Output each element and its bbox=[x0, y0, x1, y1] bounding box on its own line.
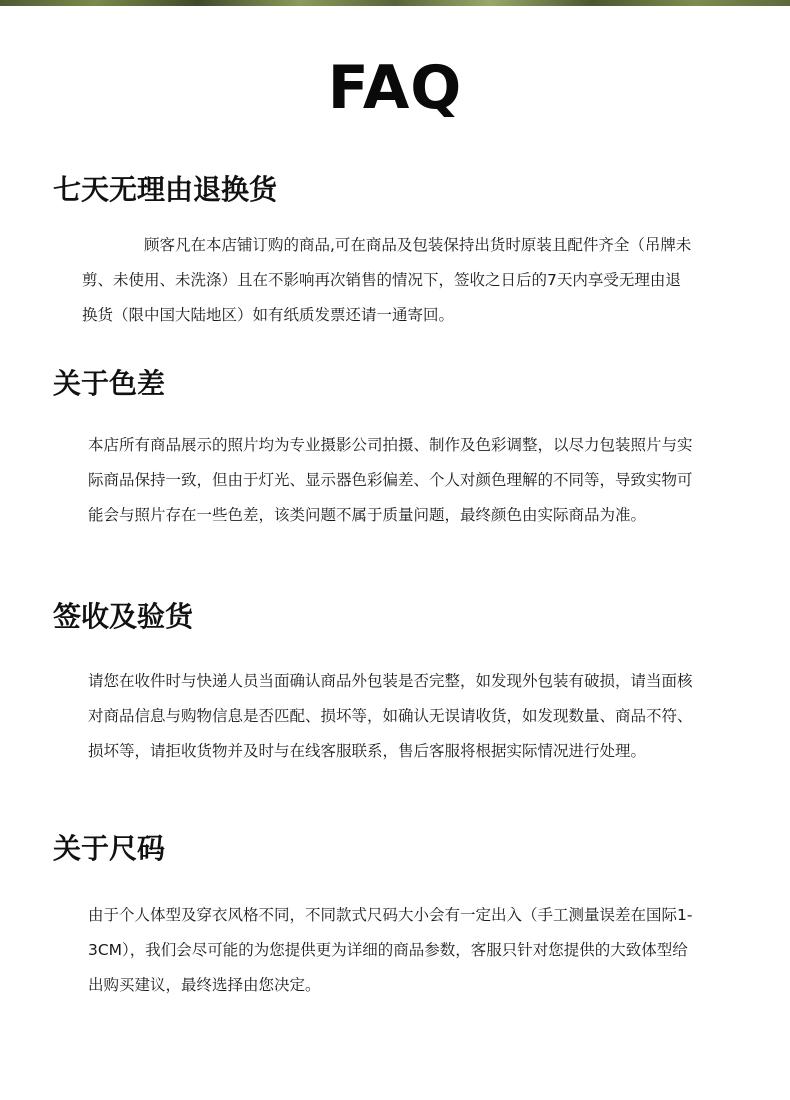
section-body-sizing bbox=[88, 898, 700, 1003]
section-body-return-policy bbox=[82, 228, 696, 333]
section-body-receipt-inspection bbox=[88, 664, 700, 769]
sizing-text: 由于个人体型及穿衣风格不同，不同款式尺码大小会有一定出入（手工测量误差在国际1-3CM），我们会尽可能的为您提供更为详细的商品参数，客服只针对您提供的大致体型给出购买建议，最终选择由您决定。 bbox=[88, 906, 693, 994]
section-heading-receipt-inspection: 签收及验货 bbox=[53, 600, 194, 633]
section-heading-return-policy: 七天无理由退换货 bbox=[53, 173, 278, 206]
color-difference-text: 本店所有商品展示的照片均为专业摄影公司拍摄、制作及色彩调整，以尽力包装照片与实际商品保持一致，但由于灯光、显示器色彩偏差、个人对颜色理解的不同等，导致实物可能会与照片存在一些色差，该类问题不属于质量问题，最终颜色由实际商品为准。 bbox=[88, 436, 693, 524]
section-heading-color-difference: 关于色差 bbox=[53, 367, 166, 400]
section-heading-sizing: 关于尺码 bbox=[53, 832, 166, 865]
receipt-inspection-text: 请您在收件时与快递人员当面确认商品外包装是否完整，如发现外包装有破损，请当面核对商品信息与购物信息是否匹配、损坏等，如确认无误请收货，如发现数量、商品不符、损坏等，请拒收货物并及时与在线客服联系，售后客服将根据实际情况进行处理。 bbox=[88, 672, 693, 760]
section-body-color-difference bbox=[88, 428, 700, 533]
top-photo-strip bbox=[0, 0, 790, 6]
return-policy-text: 顾客凡在本店铺订购的商品,可在商品及包装保持出货时原装且配件齐全（吊牌未剪、未使用、未洗涤）且在不影响再次销售的情况下，签收之日后的7天内享受无理由退换货（限中国大陆地区）如有纸质发票还请一通寄回。 bbox=[82, 236, 692, 324]
page-title: FAQ bbox=[327, 53, 463, 123]
